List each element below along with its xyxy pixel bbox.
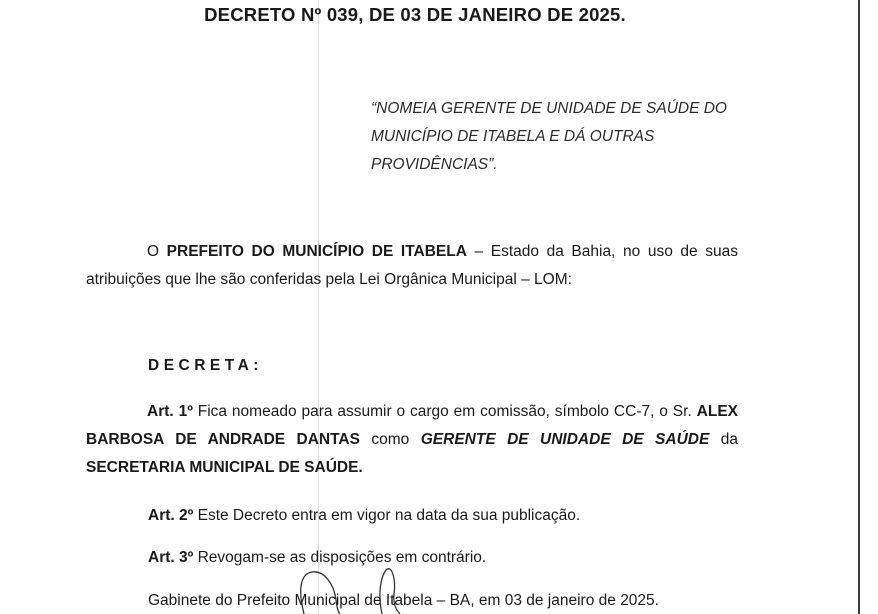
appointee-name: ALEX BARBOSA DE ANDRADE DANTAS: [86, 403, 738, 448]
preamble-authority: PREFEITO DO MUNICÍPIO DE ITABELA: [166, 243, 467, 260]
decree-title: DECRETO Nº 039, DE 03 DE JANEIRO DE 2025.: [204, 4, 626, 25]
preamble-prefix: O: [147, 243, 167, 260]
article-3-label: Art. 3º: [148, 549, 194, 566]
appointed-role: GERENTE DE UNIDADE DE SAÚDE: [420, 431, 710, 448]
page-edge: [858, 0, 860, 614]
decreta-heading: DECRETA:: [148, 357, 263, 374]
article-1: [86, 398, 738, 482]
article-2: [148, 507, 580, 525]
article-1-text-a: Fica nomeado para assumir o cargo em comissão, símbolo CC-7, o Sr.: [192, 403, 697, 420]
article-1-text-c: da: [709, 431, 738, 448]
preamble-paragraph: [86, 238, 738, 294]
article-3-text: Revogam-se as disposições em contrário.: [193, 549, 487, 566]
article-1-text-b: como: [359, 431, 421, 448]
secretariat-name: SECRETARIA MUNICIPAL DE SAÚDE.: [86, 459, 363, 476]
preamble-text: – Estado da Bahia, no uso de suas atribuições que lhe são conferidas pela Lei Orgânica Municipal – LOM:: [86, 243, 738, 288]
article-2-label: Art. 2º: [148, 507, 194, 524]
article-2-text: Este Decreto entra em vigor na data da sua publicação.: [193, 507, 581, 524]
closing-line: Gabinete do Prefeito Municipal de Itabela – BA, em 03 de janeiro de 2025.: [148, 592, 659, 609]
article-1-label: Art. 1º: [147, 403, 193, 420]
decree-summary: “NOMEIA GERENTE DE UNIDADE DE SAÚDE DO MUNICÍPIO DE ITABELA E DÁ OUTRAS PROVIDÊNCIAS”.: [371, 100, 727, 173]
